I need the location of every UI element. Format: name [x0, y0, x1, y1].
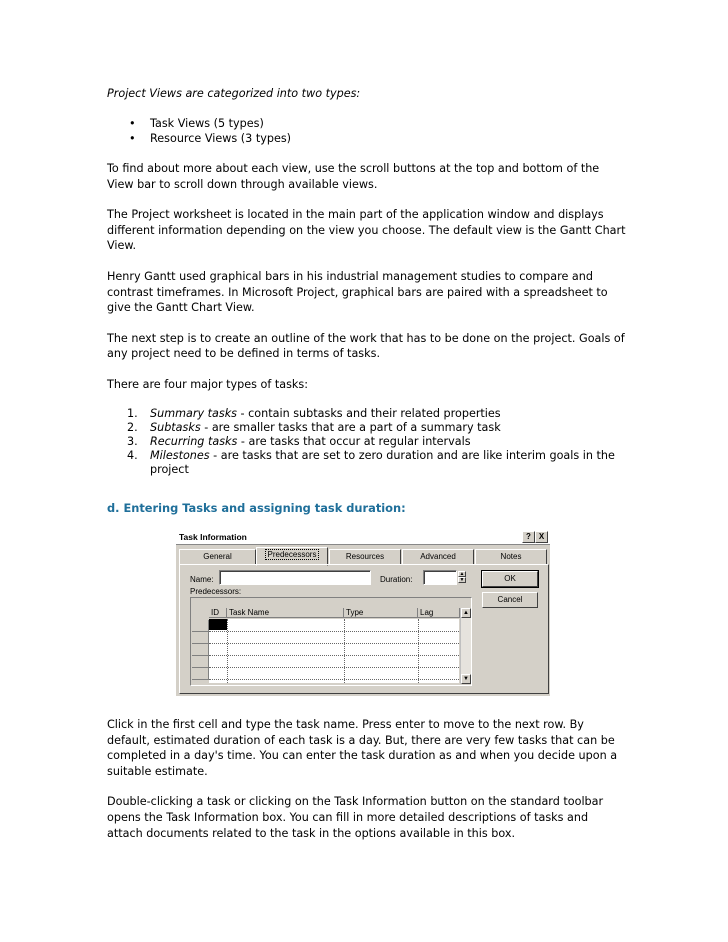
paragraph: The next step is to create an outline of the work that has to be done on the project. Goals of any project need to be defined in terms of tasks.	[107, 331, 625, 361]
tab-resources[interactable]: Resources	[329, 549, 401, 565]
paragraph: Double-clicking a task or clicking on the Task Information button on the standard toolbar opens the Task Information box. You can fill in more detailed descriptions of tasks and attach documents related to the task in the options available in this box.	[107, 795, 604, 840]
spin-up-icon[interactable]: ▲	[459, 571, 465, 577]
paragraph: Click in the first cell and type the task name. Press enter to move to the next row. By default, estimated duration of each task is a day. But, there are very few tasks that can be completed in a day's time. You can enter the task duration as and when you decide upon a suitable estimate.	[107, 718, 618, 778]
row-divider	[209, 631, 459, 632]
list-item: • Resource Views (3 types)	[129, 131, 292, 145]
paragraph: There are four major types of tasks:	[107, 377, 309, 391]
row-divider	[209, 655, 459, 656]
tab-advanced[interactable]: Advanced	[402, 549, 474, 565]
column-header-type[interactable]: Type	[344, 608, 418, 618]
row-header[interactable]	[192, 668, 209, 680]
document-page	[107, 86, 627, 478]
cancel-button[interactable]: Cancel	[482, 592, 538, 608]
list-item: 1. Summary tasks - contain subtasks and their related properties	[127, 406, 501, 420]
list-item: 2. Subtasks - are smaller tasks that are a part of a summary task	[127, 420, 501, 434]
ok-button[interactable]: OK	[482, 571, 538, 587]
scroll-up-icon[interactable]: ▲	[461, 608, 471, 618]
paragraph: The Project worksheet is located in the main part of the application window and displays different information depending on the view you choose. The default view is the Gantt Chart View.	[107, 208, 626, 253]
predecessors-panel	[179, 564, 549, 694]
selected-cell[interactable]	[209, 619, 227, 630]
list-item: • Task Views (5 types)	[129, 116, 264, 130]
predecessors-label: Predecessors:	[190, 587, 242, 596]
list-item: 3. Recurring tasks - are tasks that occur at regular intervals	[127, 434, 471, 448]
tab-predecessors[interactable]: Predecessors	[256, 547, 328, 566]
bullet-icon: •	[129, 116, 136, 130]
row-header[interactable]	[192, 644, 209, 656]
column-header-id[interactable]: ID	[209, 608, 227, 618]
view-types-list	[107, 116, 627, 146]
tab-notes[interactable]: Notes	[475, 549, 547, 565]
column-header-task-name[interactable]: Task Name	[227, 608, 344, 618]
name-label: Name:	[190, 575, 214, 584]
column-header-lag[interactable]: Lag	[418, 608, 460, 618]
intro-text: Project Views are categorized into two types:	[107, 87, 361, 100]
bullet-icon: •	[129, 131, 136, 145]
task-information-dialog	[176, 530, 550, 696]
paragraph: Henry Gantt used graphical bars in his industrial management studies to compare and contrast timeframes. In Microsoft Project, graphical bars are paired with a spreadsheet to give the Gantt Chart View.	[107, 269, 608, 315]
duration-spinner[interactable]	[458, 571, 466, 584]
name-input[interactable]	[219, 570, 371, 585]
column-divider	[418, 619, 419, 683]
row-header[interactable]	[192, 632, 209, 644]
column-divider	[227, 619, 228, 683]
help-button[interactable]: ?	[522, 531, 535, 543]
predecessors-grid[interactable]	[190, 597, 472, 686]
duration-input[interactable]	[423, 570, 465, 585]
spin-down-icon[interactable]: ▼	[459, 577, 465, 583]
task-types-list	[107, 407, 627, 478]
section-heading: d. Entering Tasks and assigning task duration:	[107, 501, 406, 515]
after-section	[107, 717, 627, 841]
column-divider	[344, 619, 345, 683]
scroll-down-icon[interactable]: ▼	[461, 674, 471, 684]
duration-label: Duration:	[380, 575, 413, 584]
row-divider	[209, 667, 459, 668]
close-button[interactable]: X	[535, 531, 548, 543]
paragraph: To find about more about each view, use the scroll buttons at the top and bottom of the View bar to scroll down through available views.	[107, 162, 600, 191]
row-divider	[209, 643, 459, 644]
tab-general[interactable]: General	[179, 549, 256, 565]
row-divider	[209, 679, 459, 680]
grid-body[interactable]	[209, 619, 459, 683]
list-item: 4. Milestones - are tasks that are set to zero duration and are like interim goals in the project	[127, 449, 615, 477]
row-header[interactable]	[192, 656, 209, 668]
dialog-title: Task Information	[179, 532, 247, 542]
tab-strip	[179, 549, 547, 563]
row-header[interactable]	[192, 620, 209, 632]
dialog-titlebar	[176, 530, 550, 545]
vertical-scrollbar[interactable]	[460, 608, 471, 684]
